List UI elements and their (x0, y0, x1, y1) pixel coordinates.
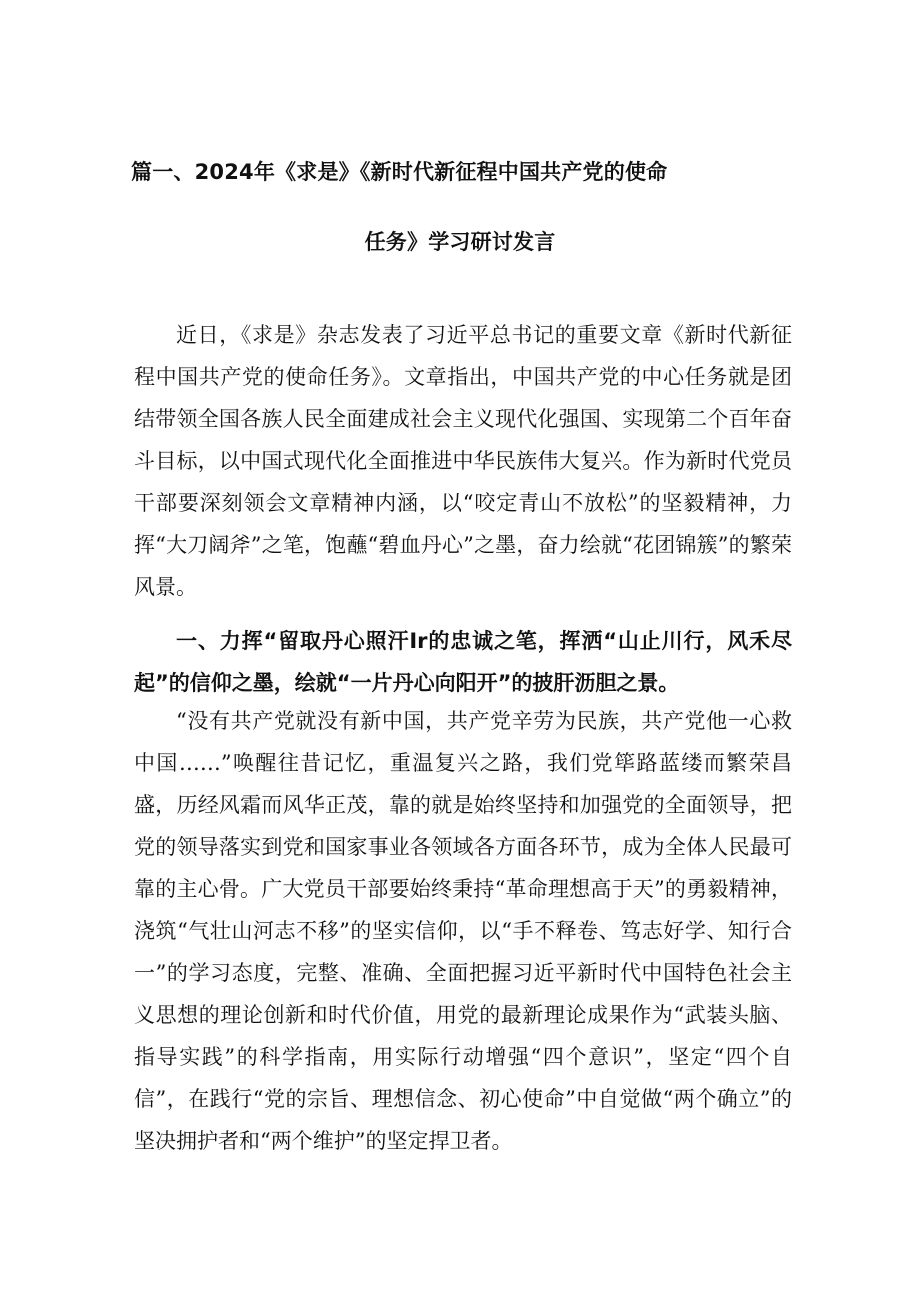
document-title-line-2: 任务》学习研讨发言 (364, 230, 556, 254)
intro-paragraph: 近日，《求是》杂志发表了习近平总书记的重要文章《新时代新征程中国共产党的使命任务》。文章指出，中国共产党的中心任务就是团结带领全国各族人民全面建成社会主义现代化强国、实现第二个百年奋斗目标，以中国式现代化全面推进中华民族伟大复兴。作为新时代党员干部要深刻领会文章精神内涵，以“咬定青山不放松”的坚毅精神，力挥“大刀阔斧”之笔，饱蘸“碧血丹心”之墨，奋力绘就“花团锦簇”的繁荣风景。 (134, 323, 792, 599)
section-heading-1: 一、力挥“留取丹心照汗Ir的忠诚之笔，挥洒“山止川行，风禾尽起”的信仰之墨，绘就“一片丹心向阳开”的披肝沥胆之景。 (134, 629, 792, 695)
document-title-line-1: 篇一、2024年《求是》《新时代新征程中国共产党的使命 (131, 160, 668, 184)
section-1-paragraph: “没有共产党就没有新中国，共产党辛劳为民族，共产党他一心救中国……”唤醒往昔记忆，重温复兴之路，我们党筚路蓝缕而繁荣昌盛，历经风霜而风华正茂，靠的就是始终坚持和加强党的全面领导，把党的领导落实到党和国家事业各领域各方面各环节，成为全体人民最可靠的主心骨。广大党员干部要始终秉持“革命理想高于天”的勇毅精神，浇筑“气壮山河志不移”的坚实信仰，以“手不释卷、笃志好学、知行合一”的学习态度，完整、准确、全面把握习近平新时代中国特色社会主义思想的理论创新和时代价值，用党的最新理论成果作为“武装头脑、指导实践”的科学指南，用实际行动增强“四个意识”，坚定“四个自信”，在践行“党的宗旨、理想信念、初心使命”中自觉做“两个确立”的坚决拥护者和“两个维护”的坚定捍卫者。 (134, 709, 792, 1153)
